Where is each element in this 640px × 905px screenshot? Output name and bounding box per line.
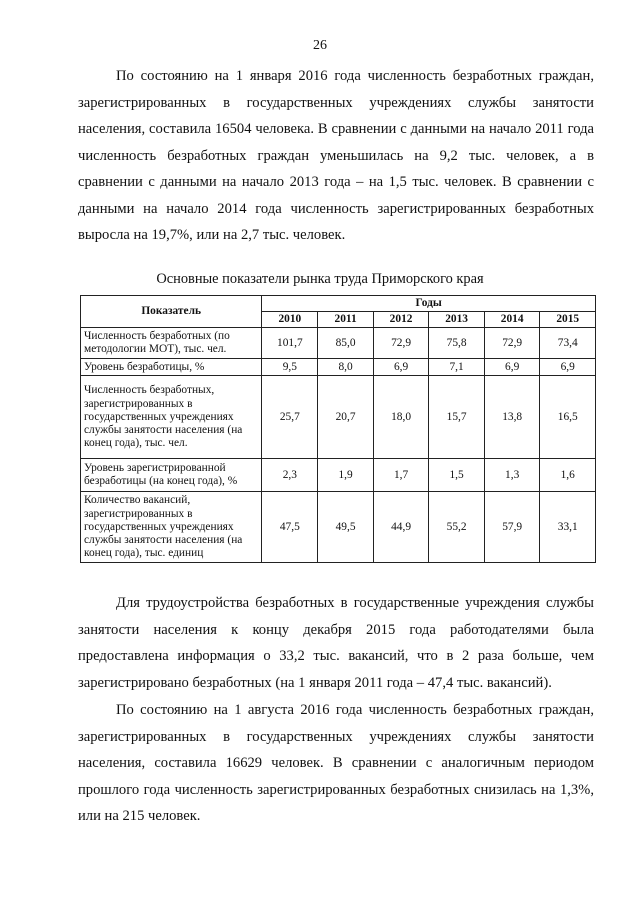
table-cell: 2,3 <box>262 459 318 492</box>
page-number: 26 <box>313 38 327 53</box>
table-cell: 1,9 <box>318 459 373 492</box>
header-year: 2013 <box>429 312 485 328</box>
table-cell: 1,3 <box>484 459 540 492</box>
paragraph-unemployment-aug-2016: По состоянию на 1 августа 2016 года численность безработных граждан, зарегистрированных в государственных учреждениях службы занятости населения, составила 16629 человек. В сравнении с аналогичным периодом прошлого года численность зарегистрированных безработных снизилась на 1,3%, или на 215 человек. <box>78 702 594 824</box>
table-row <box>81 328 596 359</box>
table-cell: 7,1 <box>429 359 485 376</box>
header-year: 2014 <box>484 312 540 328</box>
header-year: 2012 <box>373 312 429 328</box>
table-cell: 44,9 <box>373 492 429 563</box>
row-label: Уровень зарегистрированной безработицы (на конец года), % <box>81 459 262 492</box>
table-title: Основные показатели рынка труда Приморского края <box>156 271 484 287</box>
header-year: 2015 <box>540 312 596 328</box>
table-cell: 1,5 <box>429 459 485 492</box>
table-cell: 49,5 <box>318 492 373 563</box>
table-cell: 16,5 <box>540 376 596 459</box>
header-indicator: Показатель <box>81 296 262 328</box>
row-label: Численность безработных, зарегистрированных в государственных учреждениях службы занятости населения (на конец года), тыс. чел. <box>81 376 262 459</box>
header-years: Годы <box>262 296 596 312</box>
table-header-row <box>81 296 596 312</box>
labor-market-table <box>80 295 596 563</box>
row-label: Количество вакансий, зарегистрированных в государственных учреждениях службы занятости населения (на конец года), тыс. единиц <box>81 492 262 563</box>
table-cell: 1,6 <box>540 459 596 492</box>
table-cell: 72,9 <box>484 328 540 359</box>
table-cell: 6,9 <box>540 359 596 376</box>
table-cell: 9,5 <box>262 359 318 376</box>
table-cell: 75,8 <box>429 328 485 359</box>
table-cell: 101,7 <box>262 328 318 359</box>
header-year: 2011 <box>318 312 373 328</box>
paragraph-vacancies-dec-2015: Для трудоустройства безработных в государственные учреждения службы занятости населения к концу декабря 2015 года работодателями была предоставлена информация о 33,2 тыс. вакансий, что в 2 раза больше, чем зарегистрировано безработных (на 1 января 2011 года – 47,4 тыс. вакансий). <box>78 595 594 691</box>
table-cell: 25,7 <box>262 376 318 459</box>
table-row <box>81 359 596 376</box>
table-cell: 47,5 <box>262 492 318 563</box>
table-cell: 55,2 <box>429 492 485 563</box>
table-row <box>81 492 596 563</box>
table-cell: 20,7 <box>318 376 373 459</box>
table-row <box>81 459 596 492</box>
table-cell: 73,4 <box>540 328 596 359</box>
table-row <box>81 376 596 459</box>
row-label: Численность безработных (по методологии МОТ), тыс. чел. <box>81 328 262 359</box>
table-cell: 18,0 <box>373 376 429 459</box>
table-cell: 85,0 <box>318 328 373 359</box>
table-cell: 13,8 <box>484 376 540 459</box>
header-year: 2010 <box>262 312 318 328</box>
table-cell: 6,9 <box>373 359 429 376</box>
table-cell: 33,1 <box>540 492 596 563</box>
paragraph-unemployment-jan-2016: По состоянию на 1 января 2016 года численность безработных граждан, зарегистрированных в государственных учреждениях службы занятости населения, составила 16504 человека. В сравнении с данными на начало 2011 года численность безработных граждан уменьшилась на 9,2 тыс. человек, а в сравнении с данными на начало 2013 года – на 1,5 тыс. человек. В сравнении с данными на начало 2014 года численность зарегистрированных безработных выросла на 19,7%, или на 2,7 тыс. человек. <box>78 68 594 243</box>
table-cell: 8,0 <box>318 359 373 376</box>
table-cell: 57,9 <box>484 492 540 563</box>
table-cell: 1,7 <box>373 459 429 492</box>
table-cell: 72,9 <box>373 328 429 359</box>
table-cell: 6,9 <box>484 359 540 376</box>
table-cell: 15,7 <box>429 376 485 459</box>
row-label: Уровень безработицы, % <box>81 359 262 376</box>
